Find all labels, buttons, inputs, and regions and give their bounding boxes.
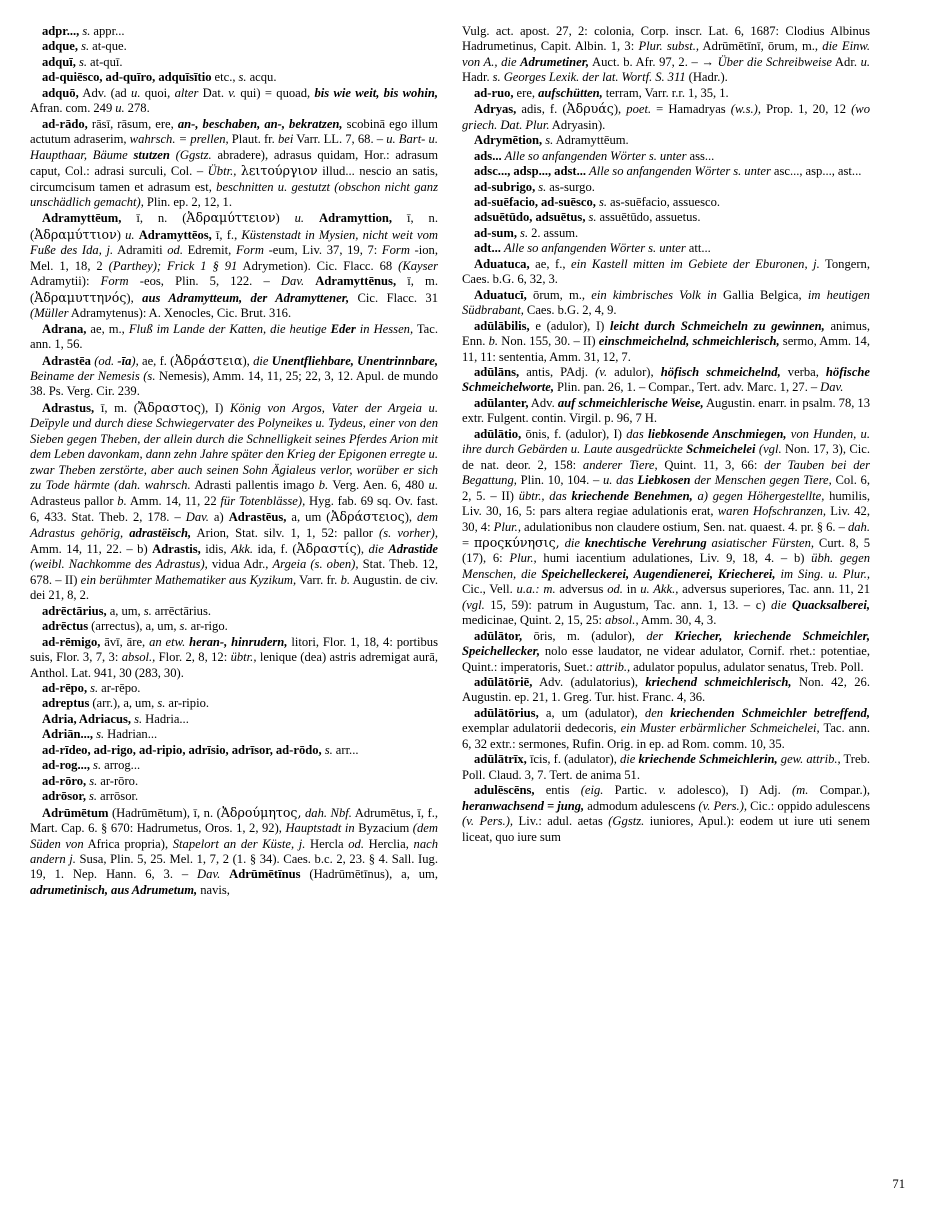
dictionary-entry: adūlātio, ōnis, f. (adulor), I) das liebkosende Anschmiegen, von Hunden, u. ihre durch Gebärden u. Laute ausgedrückte Schmeichelei (vgl. Non. 17, 3), Cic. de nat. deor. 2, 158: anderer Tiere, Quint. 11, 3, 66: der Tauben bei der Begattung, Plin. 10, 104. – u. das Liebkosen der Menschen gegen Tiere, Col. 6, 2, 5. – II) übtr., das kriechende Benehmen, a) gegen Höhergestellte, humilis, Liv. 30, 16, 5: pars altera regiae adulationis erat, waren Hofschranzen, Liv. 42, 30, 4: Plur., adulationibus non claudere ostium, Sen. nat. quaest. 4. pr. § 6. – dah. = προςκύνησις, die knechtische Verehrung asiatischer Fürsten, Curt. 8, 5 (17), 6: Plur., humi iacentium adulationes, Liv. 9, 18, 4. – b) übh. gegen Menschen, die Speichelleckerei, Augendienerei, Kriecherei, im Sing. u. Plur., Cic., Vell. u.a.: m. adversus od. in u. Akk., adversus superiores, Tac. ann. 11, 21 (vgl. 15, 59): patrum in Augustum, Tac. ann. 1, 13. – c) die Quacksalberei, medicinae, Quint. 2, 15, 25: absol., Amm. 30, 4, 3. [462, 426, 871, 628]
dictionary-entry: ad-rādo, rāsī, rāsum, ere, an-, beschaben, an-, bekratzen, scobinā ego illum actutum adraserim, wahrsch. = prellen, Plaut. fr. bei Varr. LL. 7, 68. – u. Bart- u. Haupthaar, Bäume stutzen (Ggstz. abradere), adrasus quidam, Hor.: adrasum caput, Col.: adrasi surculi, Col. – Übtr., λειτούργιον illud... nescio an satis, circumcisum tamen et adrasum est, beschnitten u. gestutzt (obschon nicht ganz unschädlich gemacht), Plin. ep. 2, 12, 1. [30, 116, 439, 209]
page-columns [30, 24, 905, 898]
dictionary-entry: Adryas, adis, f. (Ἀδρυάς), poet. = Hamadryas (w.s.), Prop. 1, 20, 12 (wo griech. Dat. Plur. Adryasin). [462, 101, 870, 132]
dictionary-entry: adsuētūdo, adsuētus, s. assuētūdo, assuetus. [474, 210, 701, 225]
left-column [30, 24, 438, 898]
dictionary-entry: adt... Alle so anfangenden Wörter s. unter att... [474, 241, 711, 256]
dictionary-entry: adūlanter, Adv. auf schmeichlerische Weise, Augustin. enarr. in psalm. 78, 13 extr. Fulgent. contin. Virgil. p. 96, 7 H. [462, 395, 870, 426]
dictionary-entry: adūlātor, ōris, m. (adulor), der Kriecher, kriechende Schmeichler, Speichellecker, nolo esse laudator, ne videar adulator, Cornif. rhet.: potentiae, Quint.: imperatoris, Suet.: attrib., adulator populus, adulator senatus, Treb. Poll. [462, 628, 870, 674]
dictionary-entry: Adrastēa (od. -īa), ae, f. (Ἀδράστεια), die Unentfliehbare, Unentrinnbare, Beiname der Nemesis (s. Nemesis), Amm. 14, 11, 25; 22, 3, 12. Apul. de mundo 38. Ps. Verg. Cir. 239. [30, 352, 439, 399]
dictionary-entry: adrēctārius, a, um, s. arrēctārius. [42, 603, 212, 618]
dictionary-entry: adūlātōriē, Adv. (adulatorius), kriechend schmeichlerisch, Non. 42, 26. Augustin. ep. 21, 1. Greg. Tur. hist. Franc. 4, 36. [462, 675, 870, 705]
dictionary-entry: adūlātōrius, a, um (adulator), den kriechenden Schmeichler betreffend, exemplar adulatorii dedecoris, ein Muster erbärmlicher Schmeichelei, Tac. ann. 6, 32 extr.: sermones, Rufin. Orig. in ep. ad Rom. comm. 10, 35. [462, 705, 871, 751]
dictionary-entry: ad-suēfacio, ad-suēsco, s. as-suēfacio, assuesco. [474, 194, 721, 209]
dictionary-entry: Aduatuca, ae, f., ein Kastell mitten im Gebiete der Eburonen, j. Tongern, Caes. b.G. 6, 32, 3. [462, 256, 870, 287]
dictionary-entry: ad-sum, s. 2. assum. [474, 225, 579, 240]
dictionary-entry: adrōsor, s. arrōsor. [42, 789, 139, 804]
dictionary-entry: adūlābilis, e (adulor), I) leicht durch Schmeicheln zu gewinnen, animus, Enn. b. Non. 155, 30. – II) einschmeichelnd, schmeichlerisch, sermo, Amm. 14, 11, 11: sententia, Amm. 31, 12, 7. [462, 318, 870, 364]
dictionary-entry: adreptus (arr.), a, um, s. ar-ripio. [42, 696, 210, 711]
dictionary-entry: adquī, s. at-quī. [42, 54, 123, 69]
dictionary-entry: ads... Alle so anfangenden Wörter s. unter ass... [474, 148, 715, 163]
dictionary-entry: ad-rōro, s. ar-rōro. [42, 773, 139, 788]
dictionary-entry: ad-quiēsco, ad-quīro, adquīsītio etc., s. acqu. [42, 70, 277, 85]
dictionary-entry: adquō, Adv. (ad u. quoi, alter Dat. v. qui) = quoad, bis wie weit, bis wohin, Afran. com. 249 u. 278. [30, 85, 438, 116]
dictionary-entry: Adramyttēum, ī, n. (Ἀδραμύττειον) u. Adramyttion, ī, n. (Ἀδραμύττιον) u. Adramyttēos, ī, f., Küstenstadt in Mysien, nicht weit vom Fuße des Ida, j. Adramiti od. Edremit, Form -eum, Liv. 37, 19, 7: Form -ion, Mel. 1, 18, 2 (Parthey); Frick 1 § 91 Adrymetion). Cic. Flacc. 68 (Kayser Adramytii): Form -eos, Plin. 5, 122. – Dav. Adramyttēnus, ī, m. (Ἀδραμυττηνός), aus Adramytteum, der Adramyttener, Cic. Flacc. 31 (Müller Adramytenus): A. Xenocles, Cic. Brut. 316. [30, 210, 439, 321]
dictionary-entry: Adrymētion, s. Adramyttēum. [474, 133, 629, 148]
dictionary-entry: Adria, Adriacus, s. Hadria... [42, 711, 189, 726]
dictionary-entry: adulēscēns, entis (eig. Partic. v. adolesco), I) Adj. (m. Compar.), heranwachsend = jung, admodum adulescens (v. Pers.), Cic.: oppido adulescens (v. Pers.), Liv.: adul. aetas (Ggstz. iuniores, Apul.): eodem ut iure uti senem liceat, quo iure sum [462, 783, 871, 844]
dictionary-entry: Adrana, ae, m., Fluß im Lande der Katten, die heutige Eder in Hessen, Tac. ann. 1, 56. [30, 321, 439, 352]
dictionary-entry: Adrastus, ī, m. (Ἄδραστος), I) König von Argos, Vater der Argeia u. Deïpyle und durch diese Schwiegervater des Polyneikes u. Tydeus, einer von den Sieben gegen Theben, der allein durch die Schnelligkeit seines Pferdes Arion mit dem Leben davonkam, dann zehn Jahre später den Krieg der Epigonen erregte u. zwar Theben zerstörte, aber auch seinen Sohn Ägialeus verlor, worüber er sich zu Tode härmte (dah. wahrsch. Adrasti pallentis imago b. Verg. Aen. 6, 480 u. Adrasteus pallor b. Amm. 14, 11, 22 für Totenblässe), Hyg. fab. 69 sq. Ov. fast. 6, 433. Stat. Theb. 2, 178. – Dav. a) Adrastēus, a, um (Ἀδράστειος), dem Adrastus gehörig, adrastëisch, Arion, Stat. silv. 1, 1, 52: pallor (s. vorher), Amm. 14, 11, 22. – b) Adrastis, idis, Akk. ida, f. (Ἀδραστίς), die Adrastide (weibl. Nachkomme des Adrastus), vidua Adr., Argeia (s. oben), Stat. Theb. 12, 678. – II) ein berühmter Mathematiker aus Kyzikum, Varr. fr. b. Augustin. de civ. dei 21, 8, 2. [30, 399, 439, 603]
dictionary-entry: ad-subrigo, s. as-surgo. [474, 179, 595, 194]
dictionary-entry: Adriān..., s. Hadrian... [42, 727, 158, 742]
dictionary-entry: Aduatucī, ōrum, m., ein kimbrisches Volk in Gallia Belgica, im heutigen Südbrabant, Caes. b.G. 2, 4, 9. [462, 287, 870, 318]
dictionary-entry: adrēctus (arrectus), a, um, s. ar-rigo. [42, 619, 228, 634]
dictionary-entry: adsc..., adsp..., adst... Alle so anfangenden Wörter s. unter asc..., asp..., ast... [474, 164, 862, 179]
dictionary-entry: adpr..., s. appr... [42, 24, 125, 38]
dictionary-entry: adūlātrīx, īcis, f. (adulator), die kriechende Schmeichlerin, gew. attrib., Treb. Poll. Claud. 3, 7. Tert. de anima 51. [462, 752, 871, 782]
dictionary-entry: adque, s. at-que. [42, 39, 127, 54]
dictionary-entry: ad-rog..., s. arrog... [42, 758, 141, 773]
dictionary-entry: Vulg. act. apost. 27, 2: colonia, Corp. inscr. Lat. 6, 1687: Clodius Albinus Hadrumetinus, Capit. Albin. 1, 3: Plur. subst., Adrūmētīnī, ōrum, m., die Einw. von A., die Adrumetiner, Auct. b. Afr. 97, 2. – → Über die Schreibweise Adr. u. Hadr. s. Georges Lexik. der lat. Wortf. S. 311 (Hadr.). [462, 24, 871, 85]
dictionary-entry: Adrūmētum (Hadrūmētum), ī, n. (Ἀδρούμητος, dah. Nbf. Adrumētus, ī, f., Mart. Cap. 6. § 670: Hadrumetus, Oros. 1, 2, 92), Hauptstadt in Byzacium (dem Süden von Africa propria), Stapelort an der Küste, j. Hercla od. Herclia, nach andern j. Susa, Plin. 5, 25. Mel. 1, 7, 2 (1. § 34). Caes. b.c. 2, 23. § 4. Sall. Iug. 19, 1. Nep. Hann. 6, 3. – Dav. Adrūmētīnus (Hadrūmētīnus), a, um, adrumetinisch, aus Adrumetum, navis, [30, 804, 439, 897]
page-number: 71 [892, 1177, 905, 1191]
right-column [462, 24, 870, 845]
dictionary-entry: ad-rīdeo, ad-rigo, ad-ripio, adrīsio, adrīsor, ad-rōdo, s. arr... [42, 742, 359, 757]
dictionary-entry: ad-rēpo, s. ar-rēpo. [42, 681, 141, 696]
dictionary-entry: ad-rēmigo, āvī, āre, an etw. heran-, hinrudern, litori, Flor. 1, 18, 4: portibus suis, Flor. 3, 7, 3: absol., Flor. 2, 8, 12: übtr., lenique (dea) astris adremigat aurā, Anthol. Lat. 941, 30 (283, 30). [30, 634, 439, 680]
dictionary-entry: ad-ruo, ere, aufschütten, terram, Varr. r.r. 1, 35, 1. [474, 85, 729, 100]
dictionary-entry: adūlāns, antis, PAdj. (v. adulor), höfisch schmeichelnd, verba, höfische Schmeichelworte, Plin. pan. 26, 1. – Compar., Tert. adv. Marc. 1, 27. – Dav. [462, 364, 870, 395]
